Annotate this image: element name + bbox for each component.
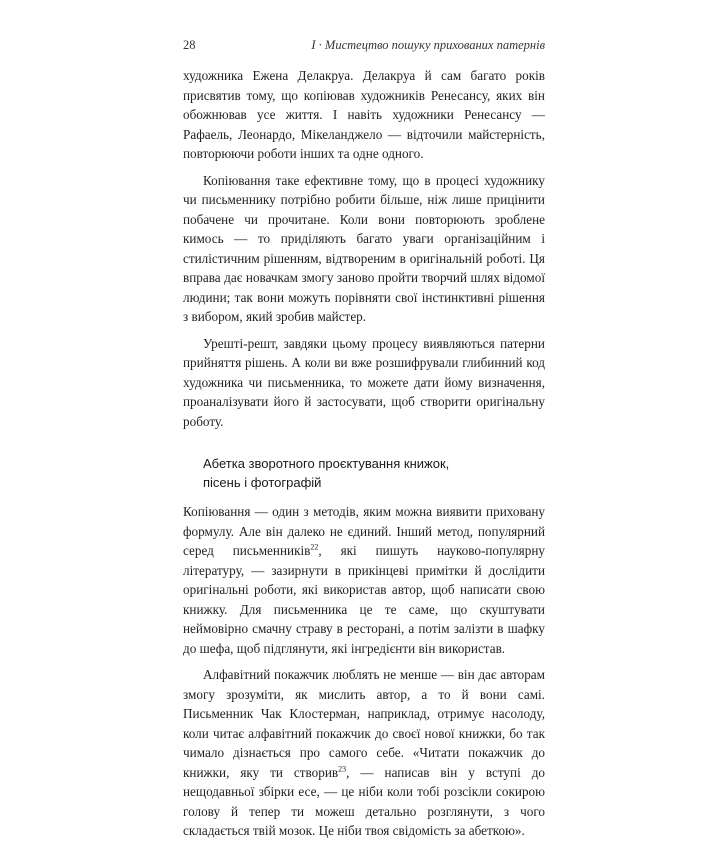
running-title: I · Мистецтво пошуку прихованих патернів bbox=[311, 38, 545, 52]
section-heading bbox=[183, 454, 545, 492]
paragraph bbox=[183, 665, 545, 841]
endnote-ref: 23 bbox=[338, 764, 347, 774]
paragraph bbox=[183, 502, 545, 658]
paragraph-text: Алфавітний покажчик люблять не менше — він дає авторам змогу зрозуміти, як мислить автор, а то й вони самі. Письменник Чак Клостерман, наприклад, отримує насолоду, коли читає алфавітний покажчик до своєї нової книжки, бо так чимало дізнається про самого себе. «Читати покажчик до книжки, яку ти створив bbox=[183, 667, 545, 780]
paragraph: художника Ежена Делакруа. Делакруа й сам багато років присвятив тому, що копіював художників Ренесансу, яких він обожнював усе життя. І навіть художники Ренесансу — Рафаель, Леонардо, Мікеланджело — відточили майстерність, повторюючи роботи інших та одне одного. bbox=[183, 68, 545, 161]
paragraph-text: , які пишуть науково-популярну літературу, — зазирнути в прикінцеві примітки й дослідити оригінальні роботи, які використав автор, щоб написати свою книжку. Для письменника це те саме, що скуштувати неймовірно смачну страву в ресторані, а потім залізти в шафку до шефа, щоб підглянути, які інгредієнти він використав. bbox=[183, 543, 545, 656]
paragraph: Копіювання таке ефективне тому, що в процесі художнику чи письменнику потрібно робити більше, ніж лише прицінити побачене чи прочитане. Коли вони повторюють зроблене кимось — то приділяють багато уваги організаційним і стилістичним рішенням, відтвореним в оригінальній роботі. Ця вправа дає новачкам змогу заново пройти творчий шлях відомої людини; так вони можуть порівняти свої інстинктивні рішення з вибором, який зробив майстер. bbox=[183, 172, 545, 324]
section-heading-line: Абетка зворотного проєктування книжок, bbox=[203, 456, 450, 471]
running-header bbox=[183, 38, 545, 56]
paragraph-text: Копіювання — один з методів, яким можна виявити приховану формулу. Але він далеко не єдиний. Інший метод, популярний серед письменників bbox=[183, 504, 545, 558]
endnote-ref: 22 bbox=[310, 542, 319, 552]
page-body bbox=[183, 66, 545, 841]
paragraph: Урешті-решт, завдяки цьому процесу виявляються патерни прийняття рішень. А коли ви вже розшифрували глибинний код художника чи письменника, то можете дати йому визначення, проаналізувати його й застосувати, щоб створити оригінальну роботу. bbox=[183, 335, 545, 429]
paragraph-text: , — написав він у вступі до нещодавньої збірки есе, — це ніби коли тобі розсікли сокирою голову й тепер ти можеш детально розглянути, з чого складається твій мозок. Це ніби твоя свідомість за абеткою». bbox=[183, 764, 545, 838]
page-number: 28 bbox=[183, 38, 196, 52]
section-heading-line: пісень і фотографій bbox=[203, 475, 322, 490]
